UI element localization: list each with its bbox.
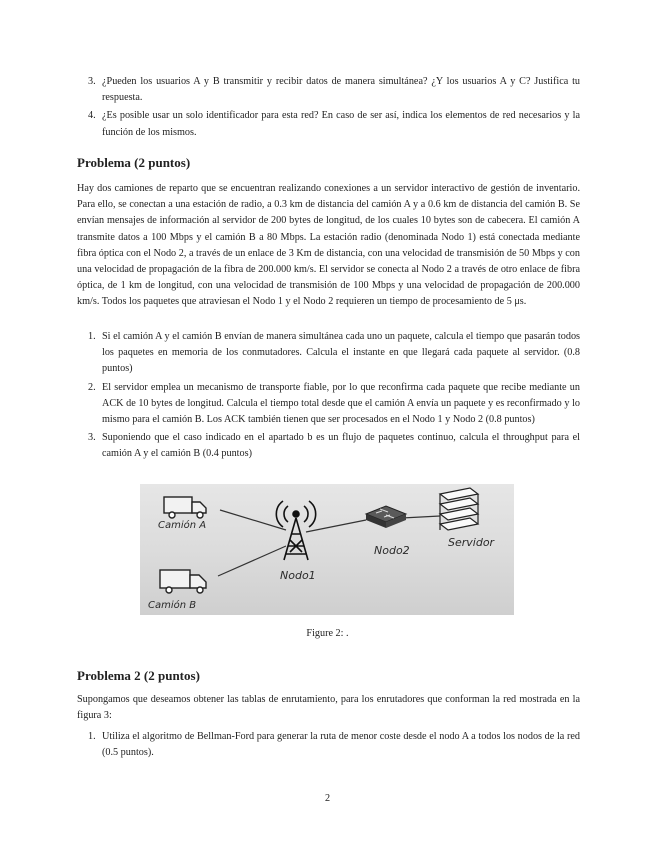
truck-b-icon (160, 570, 206, 593)
problem-heading: Problema 2 (2 puntos) (77, 668, 200, 683)
list-item: 4. ¿Es posible usar un solo identificador para esta red? En caso de ser así, indica los elementos de red necesarios y la función de los mismos. (88, 110, 580, 138)
problem-question-list (77, 729, 580, 761)
switch-icon (366, 506, 406, 528)
list-item: 1. Si el camión A y el camión B envían de manera simultánea cada uno un paquete, calcula el tiempo que pasarán todos los paquetes en memoria de los conmutadores. Calcula el instante en que llegará cada paquete al servidor. (0.8 puntos) (88, 331, 580, 375)
label-servidor: Servidor (448, 536, 495, 549)
figure-caption: Figure 2: . (306, 628, 349, 639)
problem-question-list (77, 329, 580, 463)
label-camion-a: Camión A (158, 520, 207, 531)
label-nodo1: Nodo1 (280, 569, 316, 582)
list-item: 2. El servidor emplea un mecanismo de transporte fiable, por lo que reconfirma cada paquete que recibe mediante un ACK de 10 bytes de longitud. Calcula el tiempo total desde que el camión A envía un paquete y es reconfirmado y lo mismo para el camión B. Los ACK también tienen que ser procesados en el Nodo 1 y Nodo 2 (0.8 puntos) (88, 381, 580, 426)
radio-tower-icon (276, 501, 315, 560)
link-camion-b-nodo1 (218, 546, 286, 576)
network-figure (140, 484, 514, 615)
network-diagram (140, 484, 514, 615)
problem-statement: Supongamos que deseamos obtener las tablas de enrutamiento, para los enrutadores que conforman la red mostrada en la figura 3: (77, 694, 580, 722)
list-item: 3. ¿Pueden los usuarios A y B transmitir y recibir datos de manera simultánea? ¿Y los usuarios A y C? Justifica tu respuesta. (88, 76, 580, 104)
list-item: 3. Suponiendo que el caso indicado en el apartado b es un flujo de paquetes continuo, calcula el throughput para el camión A y el camión B (0.4 puntos) (88, 432, 580, 460)
problem-statement: Hay dos camiones de reparto que se encuentran realizando conexiones a un servidor interactivo de gestión de inventario. Para ello, se conectan a una estación de radio, a 0.3 km de distancia del camión A y a 0.6 km de distancia del camión B. Se envían mensajes de información al servidor de 200 bytes de longitud, de los cuales 10 bytes son de cabecera. El camión A transmite datos a 100 Mbps y el camión B a 80 Mbps. La estación radio (denominada Nodo 1) está conectada mediante fibra óptica con el Nodo 2, a través de un enlace de 3 Km de distancia, con una velocidad de transmisión de 50 Mbps y con una velocidad de propagación de la fibra de 200.000 km/s. El servidor se conecta al Nodo 2 a través de otro enlace de fibra óptica, de 1 km de longitud, con una velocidad de transmisión de 100 Mbps y una velocidad de propagación de 200.000 km/s. Todos los paquetes que atraviesan el Nodo 1 y el Nodo 2 requieren un tiempo de procesamiento de 5 μs. (77, 183, 580, 308)
page-number: 2 (324, 793, 331, 804)
server-icon (440, 488, 478, 530)
link-nodo1-nodo2 (306, 520, 366, 532)
label-nodo2: Nodo2 (374, 544, 410, 557)
label-camion-b: Camión B (148, 600, 197, 611)
truck-a-icon (164, 497, 206, 518)
top-question-list (77, 74, 580, 141)
link-nodo2-servidor (402, 516, 440, 518)
problem-heading: Problema (2 puntos) (77, 155, 191, 170)
list-item: 1. Utiliza el algoritmo de Bellman-Ford para generar la ruta de menor coste desde el nodo A a todos los nodos de la red (0.5 puntos). (88, 731, 580, 759)
